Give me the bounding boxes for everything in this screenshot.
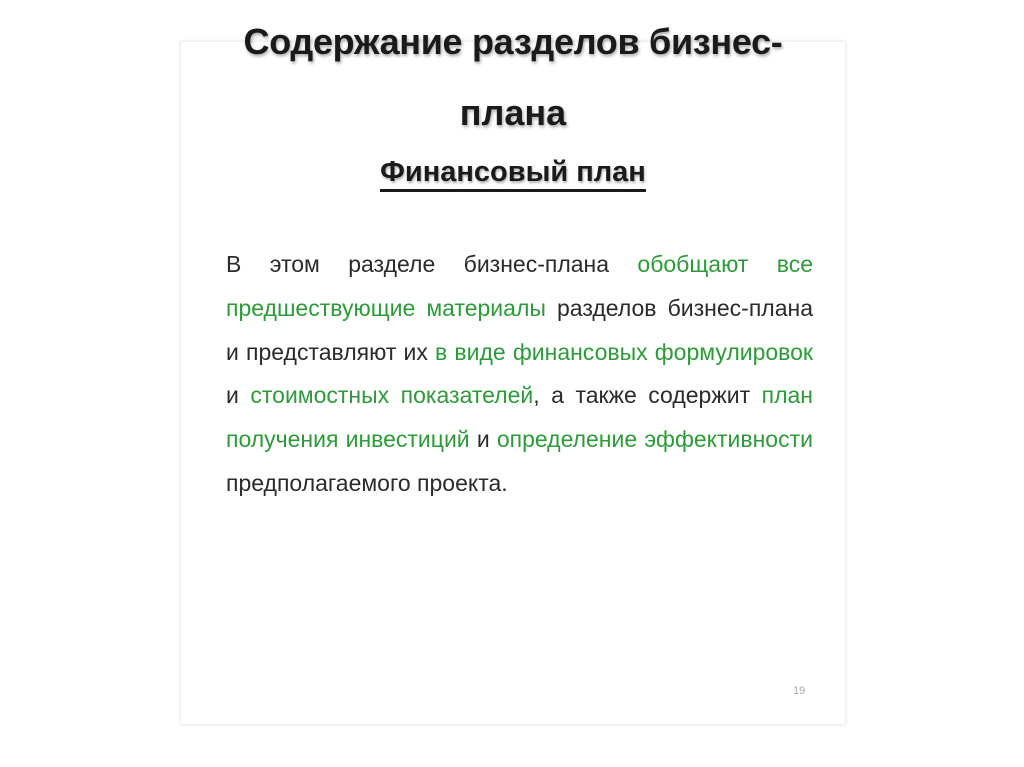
highlight-generalize: обобщают все предшествующие материалы — [226, 251, 813, 321]
body-text-1: В этом разделе бизнес-плана — [226, 251, 638, 277]
slide-title-line-1: Содержание разделов бизнес- — [243, 21, 783, 62]
section-subtitle — [181, 154, 845, 190]
body-paragraph — [226, 243, 813, 506]
highlight-investment-plan: план получения инвестиций — [226, 382, 813, 453]
page-number: 19 — [793, 685, 806, 697]
body-text-2: разделов бизнес-плана и представляют их — [226, 294, 813, 365]
highlight-financial-formulations: в виде финансовых формулировок — [435, 338, 813, 365]
body-text-5: и — [469, 426, 497, 453]
slide-title-line-2: плана — [459, 92, 567, 133]
section-subtitle-text: Финансовый план — [380, 156, 646, 192]
body-text-3: и — [226, 382, 251, 409]
slide-page — [181, 21, 845, 724]
body-text-6: предполагаемого проекта. — [226, 469, 508, 496]
body-text-4: , а также содержит — [533, 382, 762, 409]
highlight-cost-indicators: стоимостных показателей — [250, 382, 534, 409]
highlight-efficiency: определение эффективности — [496, 426, 813, 453]
